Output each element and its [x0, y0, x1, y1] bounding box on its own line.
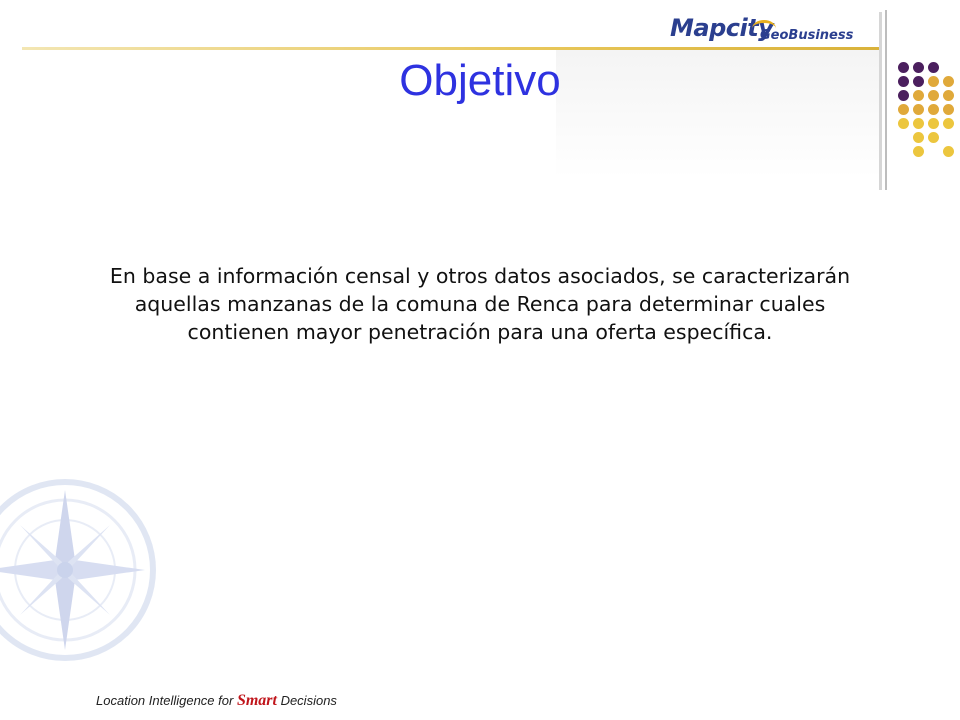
- footer-suffix: Decisions: [276, 693, 337, 708]
- decor-dot: [913, 118, 924, 129]
- mapcity-logo: [668, 12, 868, 48]
- decor-dot: [928, 118, 939, 129]
- logo-suffix: GeoBusiness: [760, 28, 854, 43]
- slide-title: Objetivo: [399, 56, 561, 105]
- footer-tagline: [96, 692, 337, 710]
- decor-dot: [943, 146, 954, 157]
- slide-body-text: En base a información censal y otros datos asociados, se caracterizarán aquellas manzanas de la comuna de Renca para determinar cuales contienen mayor penetración para una oferta específica.: [109, 264, 851, 344]
- compass-rose-icon: [0, 470, 160, 680]
- decor-dot: [943, 118, 954, 129]
- logo-brand: Mapcity: [670, 14, 774, 42]
- decor-dot: [913, 146, 924, 157]
- footer-prefix: Location Intelligence for: [96, 693, 237, 708]
- footer-smart: Smart: [236, 692, 277, 709]
- decor-dot: [898, 118, 909, 129]
- decor-dot: [913, 132, 924, 143]
- decor-dot: [928, 132, 939, 143]
